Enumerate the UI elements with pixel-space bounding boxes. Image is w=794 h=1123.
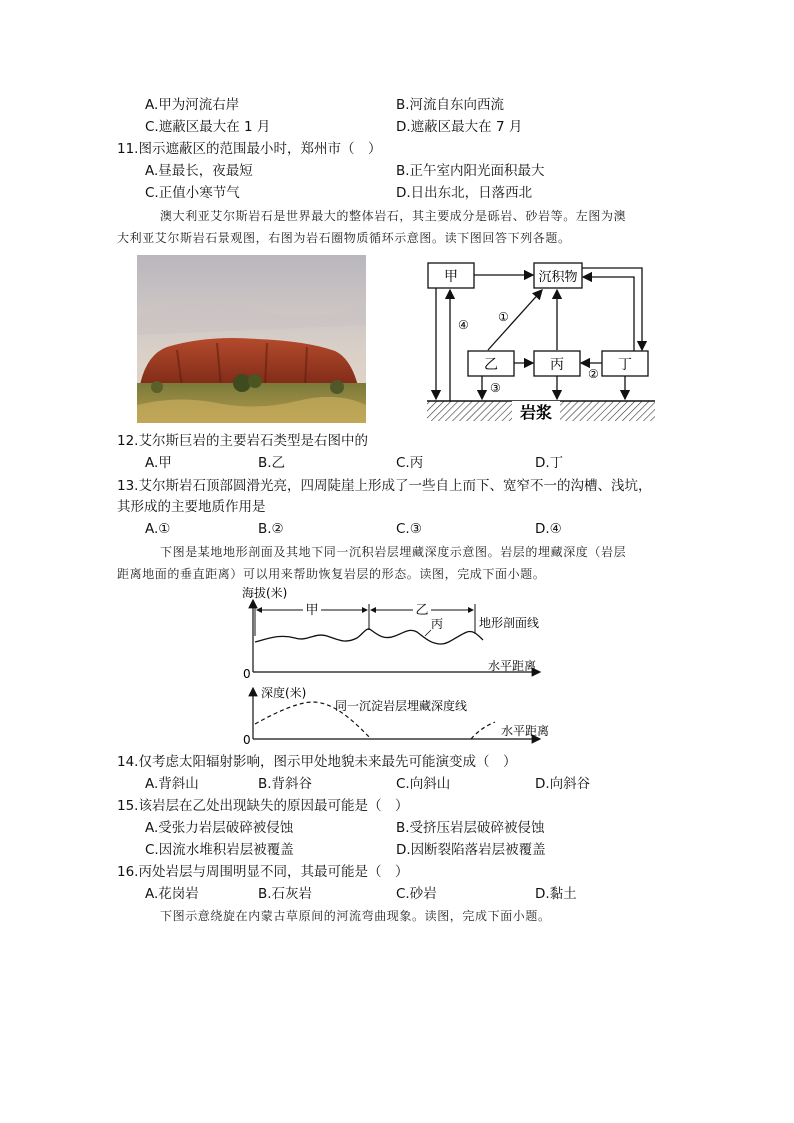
q10-option-b: B.河流自东向西流 [396, 97, 505, 113]
q15-stem: 15.该岩层在乙处出现缺失的原因最可能是（ ） [117, 798, 409, 814]
label-1: ① [498, 310, 509, 324]
intro-ayers-line1: 澳大利亚艾尔斯岩石是世界最大的整体岩石，其主要成分是砾岩、砂岩等。左图为澳 [160, 209, 627, 223]
label-2: ② [588, 367, 599, 381]
q14-stem: 14.仅考虑太阳辐射影响，图示甲处地貌未来最先可能演变成（ ） [117, 754, 517, 770]
intro-profile-line1: 下图是某地地形剖面及其地下同一沉积岩层埋藏深度示意图。岩层的埋藏深度（岩层 [160, 545, 627, 559]
q10-option-c: C.遮蔽区最大在 1 月 [145, 119, 271, 135]
box-yi-label: 乙 [484, 357, 498, 373]
q12-option-a: A.甲 [145, 455, 172, 471]
q13-option-d: D.④ [535, 521, 562, 537]
top-xlabel: 水平距离 [488, 659, 537, 673]
intro-river-line1: 下图示意绕旋在内蒙古草原间的河流弯曲现象。读图，完成下面小题。 [160, 909, 551, 923]
box-bing-label: 丙 [550, 357, 564, 373]
segment-jia: 甲 [305, 603, 319, 618]
q10-option-d: D.遮蔽区最大在 7 月 [396, 119, 523, 135]
q12-option-c: C.丙 [396, 455, 424, 471]
q15-option-d: D.因断裂陷落岩层被覆盖 [396, 842, 546, 858]
q16-stem: 16.丙处岩层与周围明显不同，其最可能是（ ） [117, 864, 409, 880]
q11-option-b: B.正午室内阳光面积最大 [396, 163, 545, 179]
depth-line-label: 同一沉淀岩层埋藏深度线 [335, 699, 468, 713]
intro-ayers-line2: 大利亚艾尔斯岩石景观图，右图为岩石圈物质循环示意图。读下图回答下列各题。 [117, 231, 571, 245]
terrain-profile-line [255, 629, 483, 644]
segment-yi: 乙 [415, 603, 429, 618]
q14-option-a: A.背斜山 [145, 776, 199, 792]
q13-option-b: B.② [258, 521, 284, 537]
q13-stem-line1: 13.艾尔斯岩石顶部圆滑光亮，四周陡崖上形成了一些自上而下、宽窄不一的沟槽、浅坑， [117, 478, 652, 494]
q15-option-c: C.因流水堆积岩层被覆盖 [145, 842, 294, 858]
q16-option-a: A.花岗岩 [145, 886, 199, 902]
q15-option-a: A.受张力岩层破碎被侵蚀 [145, 820, 294, 836]
intro-profile-line2: 距离地面的垂直距离）可以用来帮助恢复岩层的形态。读图，完成下面小题。 [117, 567, 546, 581]
bottom-xlabel: 水平距离 [501, 724, 550, 738]
box-ding-label: 丁 [618, 357, 632, 373]
box-jia-label: 甲 [444, 269, 458, 285]
q10-option-a: A.甲为河流右岸 [145, 97, 240, 113]
bottom-origin: 0 [243, 733, 251, 747]
q16-option-b: B.石灰岩 [258, 886, 313, 902]
q13-option-c: C.③ [396, 521, 422, 537]
q11-stem: 11.图示遮蔽区的范围最小时，郑州市（ ） [117, 141, 382, 157]
q15-option-b: B.受挤压岩层破碎被侵蚀 [396, 820, 545, 836]
top-origin: 0 [243, 667, 251, 681]
magma-label: 岩浆 [519, 403, 553, 422]
q12-option-d: D.丁 [535, 455, 564, 471]
q14-option-b: B.背斜谷 [258, 776, 313, 792]
ayers-rock-photo [137, 255, 366, 423]
top-ylabel: 海拔(米) [242, 586, 288, 600]
box-sediment-label: 沉积物 [538, 270, 578, 285]
q12-stem: 12.艾尔斯巨岩的主要岩石类型是右图中的 [117, 433, 368, 449]
q13-option-a: A.① [145, 521, 171, 537]
q11-option-c: C.正值小寒节气 [145, 185, 240, 201]
label-3: ③ [490, 381, 501, 395]
q14-option-c: C.向斜山 [396, 776, 451, 792]
depth-line-right [471, 722, 495, 739]
terrain-profile-chart [235, 584, 565, 749]
label-bing: 丙 [431, 617, 444, 631]
q14-option-d: D.向斜谷 [535, 776, 591, 792]
q16-option-c: C.砂岩 [396, 886, 437, 902]
terrain-line-label: 地形剖面线 [479, 616, 540, 630]
q11-option-a: A.昼最长，夜最短 [145, 163, 253, 179]
q13-stem-line2: 其形成的主要地质作用是 [117, 499, 266, 515]
bottom-ylabel: 深度(米) [261, 686, 307, 700]
rock-cycle-diagram [420, 255, 660, 430]
label-4: ④ [458, 318, 469, 332]
q11-option-d: D.日出东北，日落西北 [396, 185, 533, 201]
q12-option-b: B.乙 [258, 455, 286, 471]
q16-option-d: D.黏土 [535, 886, 577, 902]
